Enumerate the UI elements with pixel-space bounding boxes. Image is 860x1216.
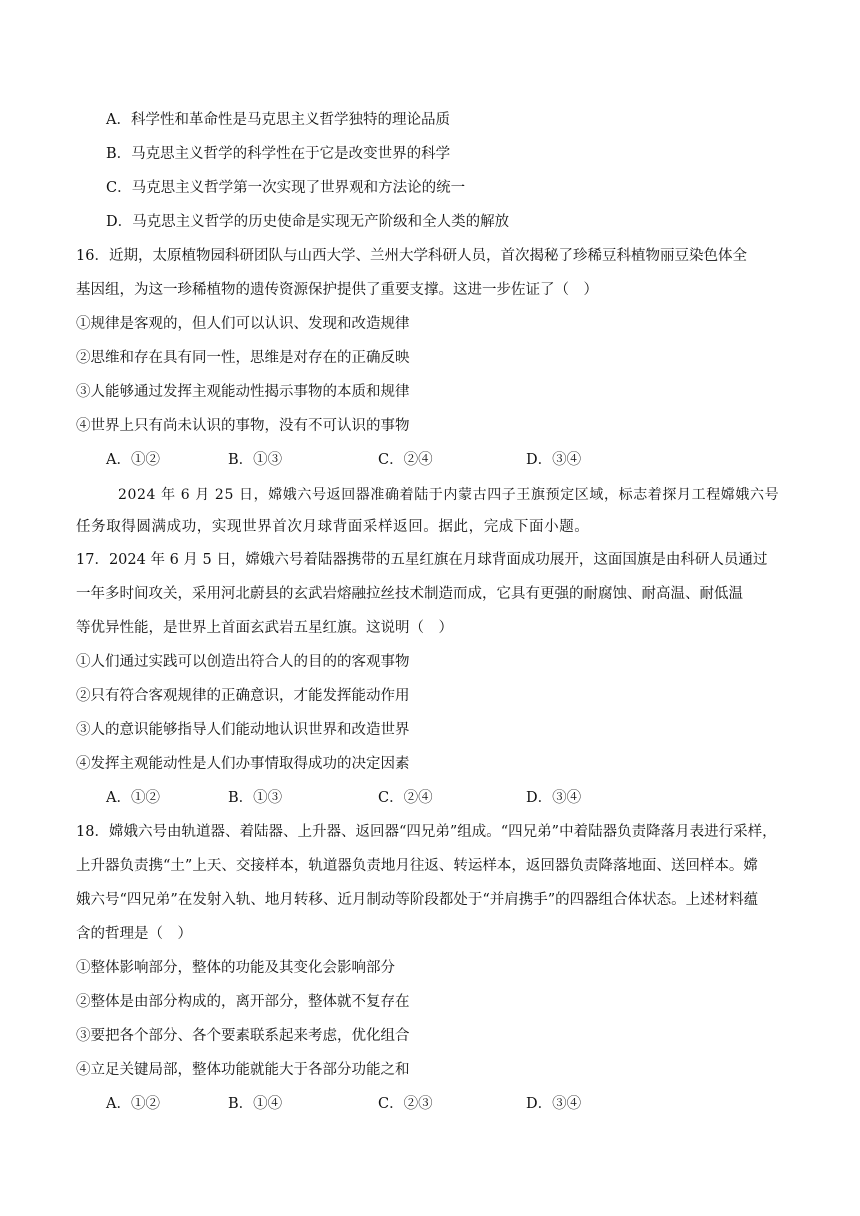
q16-statement-1: ①规律是客观的，但人们可以认识、发现和改造规律 (76, 316, 410, 332)
q18-stem-line-1: 18．嫦娥六号由轨道器、着陆器、上升器、返回器“四兄弟”组成。“四兄弟”中着陆器负责降落月表进行采样， (76, 824, 777, 840)
q17-stem-line-2: 一年多时间攻关，采用河北蔚县的玄武岩熔融拉丝技术制造而成，它具有更强的耐腐蚀、耐高温、耐低温 (76, 586, 743, 602)
q18-statement-1: ①整体影响部分，整体的功能及其变化会影响部分 (76, 960, 395, 976)
q18-stem-line-2: 上升器负责携“土”上天、交接样本，轨道器负责地月往返、转运样本，返回器负责降落地面、送回样本。嫦 (76, 858, 758, 874)
q15-option-a: A．科学性和革命性是马克思主义哲学独特的理论品质 (106, 112, 450, 128)
q16-choice-b: B．①③ (228, 452, 283, 468)
q15-option-c: C．马克思主义哲学第一次实现了世界观和方法论的统一 (106, 180, 466, 196)
q16-statement-2: ②思维和存在具有同一性，思维是对存在的正确反映 (76, 350, 410, 366)
q15-option-d: D．马克思主义哲学的历史使命是实现无产阶级和全人类的解放 (106, 214, 510, 230)
passage-line-1: 2024 年 6 月 25 日，嫦娥六号返回器准确着陆于内蒙古四子王旗预定区域，标志着探月工程嫦娥六号 (118, 487, 780, 503)
q16-choice-c: C．②④ (378, 452, 433, 468)
q17-choice-a: A．①② (106, 790, 160, 806)
q17-choice-c: C．②④ (378, 790, 433, 806)
q18-statement-4: ④立足关键局部，整体功能就能大于各部分功能之和 (76, 1062, 410, 1078)
q16-choice-a: A．①② (106, 452, 160, 468)
q16-stem-line-1: 16．近期，太原植物园科研团队与山西大学、兰州大学科研人员，首次揭秘了珍稀豆科植物丽豆染色体全 (76, 248, 747, 264)
q15-option-b: B．马克思主义哲学的科学性在于它是改变世界的科学 (106, 146, 451, 162)
q17-stem-line-1: 17．2024 年 6 月 5 日，嫦娥六号着陆器携带的五星红旗在月球背面成功展开，这面国旗是由科研人员通过 (76, 552, 768, 568)
q17-statement-4: ④发挥主观能动性是人们办事情取得成功的决定因素 (76, 756, 410, 772)
q18-choice-c: C．②③ (378, 1096, 433, 1112)
q18-stem-line-3: 娥六号“四兄弟”在发射入轨、地月转移、近月制动等阶段都处于“并肩携手”的四器组合体状态。上述材料蕴 (76, 892, 759, 908)
q17-statement-3: ③人的意识能够指导人们能动地认识世界和改造世界 (76, 722, 410, 738)
q17-choice-b: B．①③ (228, 790, 283, 806)
q17-stem-line-3: 等优异性能，是世界上首面玄武岩五星红旗。这说明（ ） (76, 620, 453, 636)
q18-statement-3: ③要把各个部分、各个要素联系起来考虑，优化组合 (76, 1028, 410, 1044)
q18-choice-d: D．③④ (526, 1096, 582, 1112)
q17-statement-2: ②只有符合客观规律的正确意识，才能发挥能动作用 (76, 688, 410, 704)
q16-stem-line-2: 基因组，为这一珍稀植物的遗传资源保护提供了重要支撑。这进一步佐证了（ ） (76, 282, 598, 298)
q18-choice-b: B．①④ (228, 1096, 283, 1112)
q17-choice-d: D．③④ (526, 790, 582, 806)
q16-choice-d: D．③④ (526, 452, 582, 468)
q17-statement-1: ①人们通过实践可以创造出符合人的目的的客观事物 (76, 654, 410, 670)
q16-statement-3: ③人能够通过发挥主观能动性揭示事物的本质和规律 (76, 384, 410, 400)
q18-statement-2: ②整体是由部分构成的，离开部分，整体就不复存在 (76, 994, 410, 1010)
q18-choice-a: A．①② (106, 1096, 160, 1112)
passage-line-2: 任务取得圆满成功，实现世界首次月球背面采样返回。据此，完成下面小题。 (76, 519, 590, 535)
q16-statement-4: ④世界上只有尚未认识的事物，没有不可认识的事物 (76, 418, 410, 434)
q18-stem-line-4: 含的哲理是（ ） (76, 926, 192, 942)
